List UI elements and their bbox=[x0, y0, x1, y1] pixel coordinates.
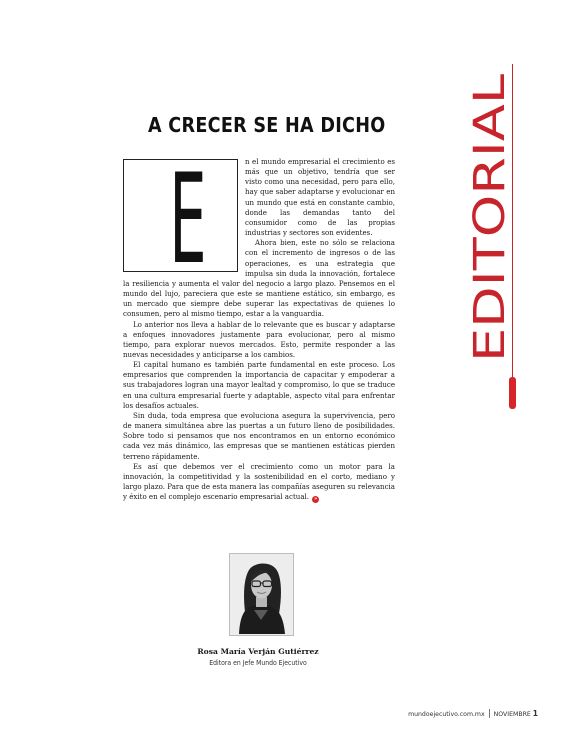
svg-text:EDITORIAL: EDITORIAL bbox=[465, 132, 515, 362]
footer-site: mundoejecutivo.com.mx bbox=[408, 711, 485, 718]
side-tab-marker bbox=[509, 377, 516, 409]
author-photo bbox=[229, 553, 294, 636]
article-body bbox=[123, 157, 395, 503]
author-role: Editora en Jefe Mundo Ejecutivo bbox=[209, 659, 307, 667]
paragraph-6 bbox=[123, 462, 395, 503]
drop-cap-letter: E bbox=[169, 148, 207, 293]
paragraph-1: n el mundo empresarial el crecimiento es más que un objetivo, tendría que ser visto como una necesidad, pero para ello, hay que saber adaptarse y evolucionar en un mundo que está en constante cambio, donde las demandas tanto del consumidor como de las propias industrias y sectores son evidentes. bbox=[245, 157, 395, 238]
author-name: Rosa María Verján Gutiérrez bbox=[197, 647, 319, 656]
page-number: 1 bbox=[532, 709, 538, 718]
footer-divider bbox=[489, 709, 490, 718]
paragraph-2: Ahora bien, este no sólo se relaciona con el incremento de ingresos o de las operaciones, es una estrategia que impulsa sin duda la innovación, fortalece la resiliencia y aumenta el valor del negocio a largo plazo. Pensemos en el mundo del lujo, pareciera que este se mantiene estático, sin embargo, es un mercado que siempre debe superar las expectativas de quienes lo consumen, pero al mismo tiempo, estar a la vanguardia. bbox=[123, 238, 395, 319]
end-of-article-icon: » bbox=[314, 496, 318, 503]
article-title: A CRECER SE HA DICHO bbox=[148, 113, 386, 137]
footer-month: NOVIEMBRE bbox=[493, 711, 531, 718]
section-label bbox=[465, 73, 515, 363]
paragraph-4: El capital humano es también parte fundamental en este proceso. Los empresarios que comprenden la importancia de capacitar y empoderar a sus trabajadores logran una mayor lealtad y compromiso, lo que se traduce en una cultura empresarial fuerte y adaptable, aspecto vital para enfrentar los desafíos actuales. bbox=[123, 360, 395, 410]
paragraph-5: Sin duda, toda empresa que evoluciona asegura la supervivencia, pero de manera simultánea abre las puertas a un futuro lleno de posibilidades. Sobre todo si pensamos que nos encontramos en un entorno económico cada vez más dinámico, las empresas que se mantienen estáticas pierden terreno rápidamente. bbox=[123, 410, 395, 461]
paragraph-6-text: Es así que debemos ver el crecimiento como un motor para la innovación, la competitividad y la sostenibilidad en el corto, mediano y largo plazo. Para que de esta manera las compañías aseguren su relevancia y éxito en el complejo escenario empresarial actual. bbox=[123, 461, 395, 502]
paragraph-3: Lo anterior nos lleva a hablar de lo relevante que es buscar y adaptarse a enfoques innovadores justamente para evolucionar, pero al mismo tiempo, para explorar nuevos mercados. Esto, permite responder a las nuevas necesidades y anticiparse a los cambios. bbox=[123, 319, 395, 359]
page-footer bbox=[408, 709, 538, 718]
